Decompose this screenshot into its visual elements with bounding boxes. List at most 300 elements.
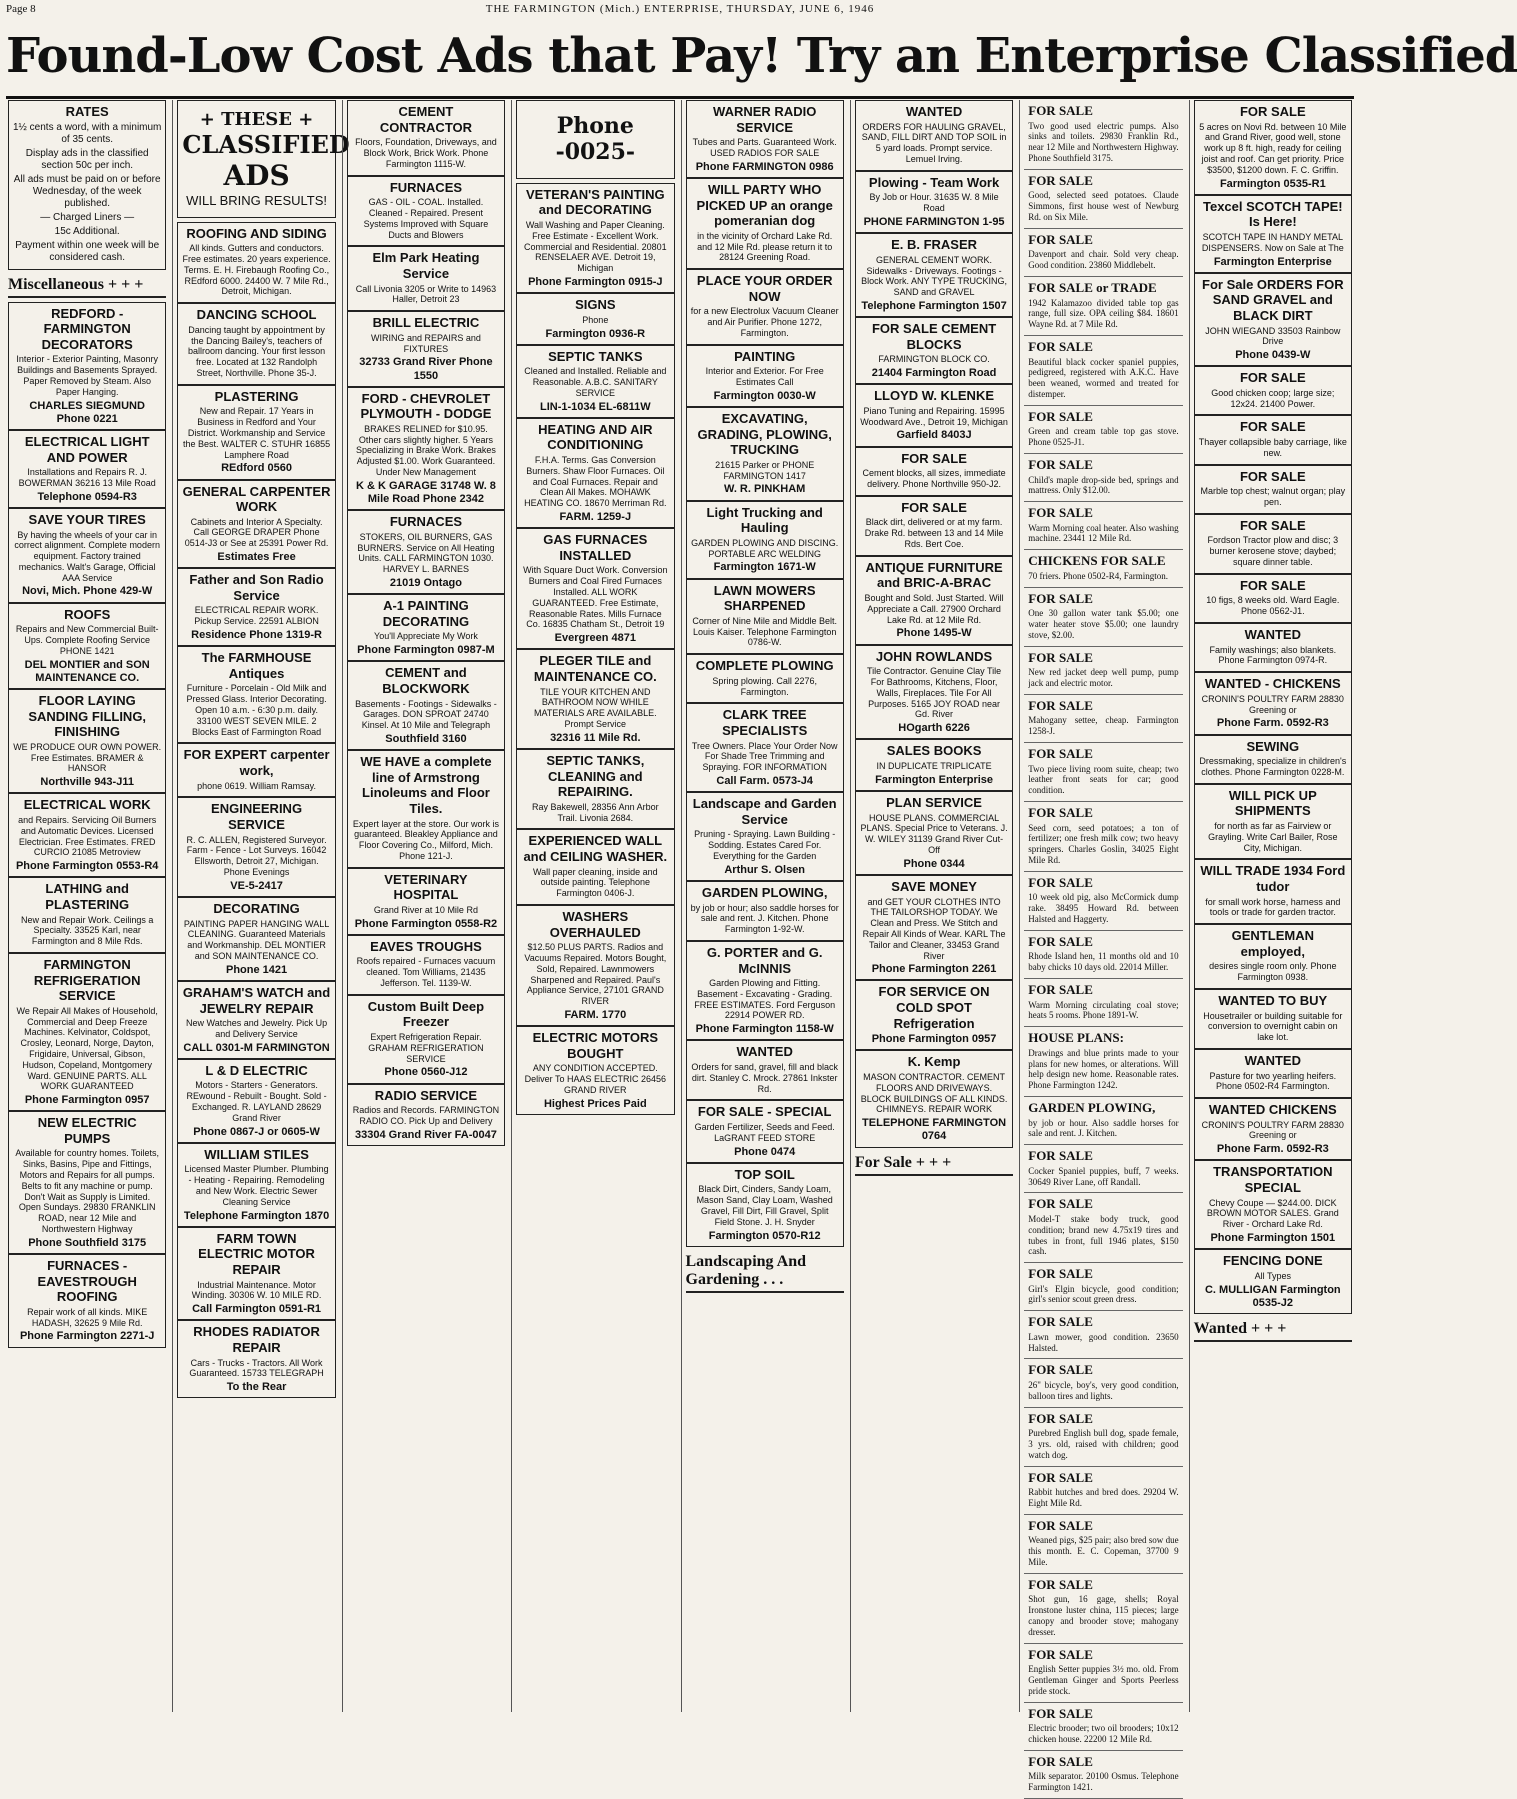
classified-ad xyxy=(1024,454,1182,502)
ad-title: Texcel SCOTCH TAPE! Is Here! xyxy=(1202,198,1343,230)
ad-contact: Phone 1495-W xyxy=(896,627,972,640)
ad-body: Black dirt, delivered or at my farm. Drake Rd. between 13 and 14 Mile Rds. Bert Coe. xyxy=(864,517,1004,550)
ad-contact: Telephone Farmington 1507 xyxy=(861,299,1007,312)
ad-title: RHODES RADIATOR REPAIR xyxy=(193,1324,320,1355)
ad-contact: Farmington 0570-R12 xyxy=(708,1229,821,1242)
ad-title: FOR SALE xyxy=(1028,697,1093,713)
ad-body: for a new Electrolux Vacuum Cleaner and Air Purifier. Phone 1272, Farmington. xyxy=(690,306,839,338)
ad-title: CEMENT CONTRACTOR xyxy=(379,104,473,135)
ad-body: Tile Contractor. Genuine Clay Tile For Bathrooms, Kitchens, Floor, Walls, Fireplaces. Tile For All Purposes. 5165 JOY ROAD near Gd. River xyxy=(866,666,1002,720)
classified-ad xyxy=(177,743,335,797)
ad-body: Warm Morning coal heater. Also washing machine. 23441 12 Mile Rd. xyxy=(1028,522,1179,544)
ad-title: FOR SALE xyxy=(1028,1646,1093,1662)
classified-ad xyxy=(347,246,505,311)
ad-contact: Phone 1421 xyxy=(225,963,288,976)
ad-body: Girl's Elgin bicycle, good condition; girl's senior scout green dress. xyxy=(1028,1283,1179,1305)
ad-contact: Evergreen 4871 xyxy=(554,632,636,645)
rates-box xyxy=(8,100,166,270)
ad-title: ELECTRICAL WORK xyxy=(23,797,151,813)
ad-body: in the vicinity of Orchard Lake Rd. and 12 Mile Rd. please return it to 28124 Greening Road. xyxy=(697,230,833,263)
section-for-sale: For Sale + + + xyxy=(855,1152,1013,1176)
ad-title: ROOFS xyxy=(64,606,111,622)
ad-title: FOR SALE xyxy=(1028,231,1093,247)
ad-title: FOR SALE xyxy=(1028,1410,1093,1426)
ad-title: FOR SALE xyxy=(1028,981,1093,997)
classified-ad xyxy=(1024,1644,1182,1703)
ad-title: ELECTRIC MOTORS BOUGHT xyxy=(532,1030,659,1061)
ad-body: desires single room only. Phone Farmington 0938. xyxy=(1209,961,1337,983)
ad-body: phone 0619. William Ramsay. xyxy=(197,780,316,791)
classified-ad xyxy=(855,556,1013,645)
classified-ad xyxy=(8,689,166,793)
ad-contact: Southfield 3160 xyxy=(385,732,467,745)
ad-contact: Phone 0867-J or 0605-W xyxy=(193,1125,320,1138)
ad-title: Custom Built Deep Freezer xyxy=(367,998,485,1030)
ad-body: Call Livonia 3205 or Write to 14963 Haller, Detroit 23 xyxy=(355,283,497,305)
ad-body: R. C. ALLEN, Registered Surveyor. Farm - Fence - Lot Surveys. 16042 Ellsworth, Detroit 27, Michigan. Phone Evenings xyxy=(186,834,327,877)
ad-title: FOR SALE xyxy=(1028,874,1093,890)
classified-ad xyxy=(516,345,674,418)
ad-list xyxy=(1194,100,1352,1314)
classified-ad xyxy=(1194,924,1352,989)
rates-line: 1½ cents a word, with a minimum of 35 cents. xyxy=(13,121,162,145)
ad-contact: LIN-1-1034 EL-6811W xyxy=(539,400,651,413)
ad-title: WANTED xyxy=(1244,627,1301,643)
ad-contact: DEL MONTIER and SON MAINTENANCE CO. xyxy=(24,658,150,684)
ad-body: FARMINGTON BLOCK CO. xyxy=(878,354,990,365)
ad-body: Lawn mower, good condition. 23650 Halsted. xyxy=(1028,1331,1179,1353)
ad-title: FOR SALE xyxy=(1028,590,1093,606)
classified-ad xyxy=(516,293,674,345)
rates-line: All ads must be paid on or before Wednesday, of the week published. xyxy=(13,173,161,209)
classified-ad xyxy=(686,792,844,881)
classified-columns xyxy=(8,100,1352,1793)
ad-title: FOR SALE xyxy=(1028,338,1093,354)
ad-title: SALES BOOKS xyxy=(886,743,982,759)
ad-list xyxy=(1024,100,1182,1799)
ad-title: WILL PARTY WHO PICKED UP an orange pomeranian dog xyxy=(696,181,833,229)
ad-title: FOR SALE xyxy=(1028,1314,1093,1330)
ad-title: A-1 PAINTING DECORATING xyxy=(382,598,470,629)
classified-ad xyxy=(1024,170,1182,229)
ad-title: FOR SALE xyxy=(1028,103,1093,118)
ad-body: Cabinets and Interior A Specialty. Call GEORGE DRAPER Phone 0514-J3 or See at 25391 Power Rd. xyxy=(184,516,329,549)
ad-body: Marble top chest; walnut organ; play pen. xyxy=(1200,486,1346,508)
classified-ad xyxy=(855,496,1013,556)
ad-contact: 33304 Grand River FA-0047 xyxy=(355,1128,497,1141)
classified-ad xyxy=(1194,415,1352,464)
ad-contact: Phone Farmington 1501 xyxy=(1210,1232,1336,1245)
ad-title: FOR SALE xyxy=(1239,517,1306,533)
ad-body: Weaned pigs, $25 pair; also bred sow due this month. E. C. Copeman, 37700 9 Mile. xyxy=(1028,1535,1179,1568)
classified-ad xyxy=(1194,366,1352,415)
classified-ad xyxy=(855,100,1013,171)
classified-ad xyxy=(686,100,844,178)
ad-body: Green and cream table top gas stove. Phone 0525-J1. xyxy=(1028,426,1179,448)
classified-ad xyxy=(1024,100,1182,170)
classified-ad xyxy=(855,447,1013,496)
ad-contact: Call Farmington 0591-R1 xyxy=(192,1303,322,1316)
classified-ad xyxy=(177,1227,335,1321)
ad-contact: VE-5-2417 xyxy=(230,879,283,892)
ad-body: Available for country homes. Toilets, Sinks, Basins, Pipe and Fittings, Motors and Repairs for all pumps. Belts to fit any machine or pump. Don't Wait as Supply is Limited. Open Sundays. 29830 FRANKLIN ROAD, near 12 Mile and Northwestern Highway xyxy=(15,1148,160,1235)
ad-title: LLOYD W. KLENKE xyxy=(874,388,994,404)
classified-ad xyxy=(1194,1249,1352,1314)
ad-title: ELECTRICAL LIGHT AND POWER xyxy=(24,433,150,465)
ad-title: VETERINARY HOSPITAL xyxy=(384,871,468,903)
ad-contact: Phone 0439-W xyxy=(1235,349,1311,362)
ad-title: EAVES TROUGHS xyxy=(370,938,482,954)
ad-title: FOR EXPERT carpenter work, xyxy=(183,747,330,778)
ad-body: 70 friers. Phone 0502-R4, Farmington. xyxy=(1028,570,1168,581)
ad-contact: Farmington Enterprise xyxy=(1213,255,1332,268)
classified-ad xyxy=(516,649,674,749)
ad-title: FORD - CHEVROLET PLYMOUTH - DODGE xyxy=(360,390,492,422)
classified-ad xyxy=(8,508,166,603)
ad-body: WE PRODUCE OUR OWN POWER. Free Estimates. BRAMER & HANSOR xyxy=(13,741,162,774)
classified-ad xyxy=(1194,859,1352,924)
ad-contact: Farmington 1671-W xyxy=(713,561,816,574)
ad-title: WANTED xyxy=(736,1044,793,1060)
classified-ad xyxy=(686,941,844,1041)
ad-body: You'll Appreciate My Work xyxy=(374,631,478,642)
ad-title: WILL TRADE 1934 Ford tudor xyxy=(1200,863,1346,894)
ad-title: GENERAL CARPENTER WORK xyxy=(182,483,331,515)
ad-body: STOKERS, OIL BURNERS, GAS BURNERS. Service on All Heating Units. CALL FARMINGTON 1030. HARVEY L. BARNES xyxy=(357,531,495,575)
ad-body: ANY CONDITION ACCEPTED. Deliver To HAAS ELECTRIC 26456 GRAND RIVER xyxy=(524,1063,667,1095)
ad-title: REDFORD - FARMINGTON DECORATORS xyxy=(41,305,133,352)
classified-ad xyxy=(177,303,335,385)
ad-body: Electric brooder; two oil brooders; 10x12 chicken house. 22200 12 Mile Rd. xyxy=(1028,1723,1179,1744)
phone-promo-number: -0025- xyxy=(555,139,636,166)
classified-ad xyxy=(347,594,505,661)
ad-title: Plowing - Team Work xyxy=(868,174,1000,190)
ad-body: by job or hour. Also saddle horses for sale and rent. J. Kitchen. xyxy=(1028,1117,1179,1139)
ad-contact: Phone Farmington 0987-M xyxy=(357,644,495,657)
ad-list xyxy=(177,222,335,1399)
ad-contact: Northville 943-J11 xyxy=(40,776,134,789)
ad-contact: PHONE FARMINGTON 1-95 xyxy=(863,215,1005,228)
classified-ad xyxy=(177,1143,335,1227)
column-6 xyxy=(850,100,1013,1712)
phone-promo-label: Phone xyxy=(556,113,634,139)
ad-body: Basements - Footings - Sidewalks - Garages. DON SPROAT 24740 Kinsel. At 10 Mile and Telegraph xyxy=(355,698,497,731)
classified-ad xyxy=(1024,1193,1182,1263)
ad-contact: Phone Farmington 0957 xyxy=(871,1033,997,1046)
rates-title: RATES xyxy=(65,104,109,119)
rates-line: Payment within one week will be considered cash. xyxy=(15,239,160,263)
ad-body: Furniture - Porcelain - Old Milk and Pressed Glass. Interior Decorating. Open 10 a.m. - 6:30 p.m. daily. 33100 WEST SEVEN MILE. 2 Blocks East of Farmington Road xyxy=(186,683,327,737)
ad-body: Phone xyxy=(582,314,609,325)
section-miscellaneous: Miscellaneous + + + xyxy=(8,274,166,298)
ad-list xyxy=(347,100,505,1146)
ad-title: FOR SALE xyxy=(1028,1266,1093,1282)
ad-body: Piano Tuning and Repairing. 15995 Woodward Ave., Detroit 19, Michigan xyxy=(860,405,1008,427)
ad-contact: Phone FARMINGTON 0986 xyxy=(695,160,834,173)
ad-body: F.H.A. Terms. Gas Conversion Burners. Shaw Floor Furnaces. Oil and Coal Furnaces. Repair and Clean All Makes. MOHAWK HEATING CO. 18670 Merriman Rd. xyxy=(524,455,667,509)
classified-ad xyxy=(177,897,335,981)
classified-ad xyxy=(1024,406,1182,454)
classified-ad xyxy=(8,793,166,877)
ad-body: Roofs repaired - Furnaces vacuum cleaned. Tom Williams, 21435 Jefferson. Tel. 1139-W. xyxy=(356,956,496,989)
ad-contact: Estimates Free xyxy=(217,551,296,564)
rates-line: Display ads in the classified section 50c per inch. xyxy=(25,147,149,171)
ad-body: Housetrailer or building suitable for conversion to overnight cabin on lake lot. xyxy=(1203,1010,1343,1043)
classified-ad xyxy=(177,981,335,1059)
page-headline: Found-Low Cost Ads that Pay! Try an Enterprise Classified xyxy=(6,28,1517,84)
ad-title: Father and Son Radio Service xyxy=(189,572,324,603)
ad-body: Drawings and blue prints made to your plans for new homes, or alterations. Will help design new home. Reasonable rates. Phone Farmington 1242. xyxy=(1028,1047,1179,1091)
ad-title: The FARMHOUSE Antiques xyxy=(201,650,312,681)
ad-body: Black Dirt, Cinders, Sandy Loam, Mason Sand, Clay Loam, Washed Gravel, Fill Dirt, Fill Gravel, Split Field Stone. J. H. Snyder xyxy=(696,1184,833,1227)
ad-body: Family washings; also blankets. Phone Farmington 0974-R. xyxy=(1209,644,1337,666)
classified-ad xyxy=(1024,1145,1182,1193)
classified-ad xyxy=(1194,672,1352,734)
ad-body: Dancing taught by appointment by the Dancing Bailey's, teachers of ballroom dancing. Your first lesson free. Located at 132 Randolph Street, Northville. Phone 35-J. xyxy=(188,324,326,378)
classified-ad xyxy=(516,418,674,528)
ad-title: FARMINGTON REFRIGERATION SERVICE xyxy=(33,956,141,1004)
ad-contact: K & K GARAGE 31748 W. 8 Mile Road Phone 2342 xyxy=(355,479,496,506)
ad-body: New Watches and Jewelry. Pick Up and Delivery Service xyxy=(186,1018,328,1039)
classified-ad xyxy=(1024,647,1182,695)
classified-ad xyxy=(177,480,335,569)
ad-title: FOR SALE xyxy=(1028,1148,1093,1164)
ad-body: Repair work of all kinds. MIKE HADASH, 32625 9 Mile Rd. xyxy=(27,1306,148,1328)
classified-ad xyxy=(1194,465,1352,514)
ad-title: FOR SALE xyxy=(1028,649,1093,665)
ad-body: Garden Plowing and Fitting. Basement - Excavating - Grading. FREE ESTIMATES. Ford Ferguson 22914 POWER RD. xyxy=(694,978,836,1021)
classified-ad xyxy=(177,1320,335,1398)
classified-ad xyxy=(1194,195,1352,273)
ad-body: Chevy Coupe — $244.00. DICK BROWN MOTOR SALES. Grand River - Orchard Lake Rd. xyxy=(1206,1197,1339,1230)
classified-ad xyxy=(516,749,674,829)
ad-title: FOR SALE - SPECIAL xyxy=(697,1104,832,1120)
classified-ad xyxy=(1194,574,1352,623)
classified-ad xyxy=(177,222,335,304)
ad-title: FURNACES xyxy=(389,514,463,530)
classified-ad xyxy=(8,430,166,508)
ad-body: GAS - OIL - COAL. Installed. Cleaned - Repaired. Present Systems Improved with Square Ducts and Blowers xyxy=(363,197,489,240)
ad-title: GRAHAM'S WATCH and JEWELRY REPAIR xyxy=(182,984,331,1016)
classified-ad xyxy=(1024,1467,1182,1515)
ad-body: Licensed Master Plumber. Plumbing - Heating - Repairing. Remodeling and New Work. Electric Sewer Cleaning Service xyxy=(184,1164,329,1207)
ad-contact: Phone Farm. 0592-R3 xyxy=(1216,1143,1329,1156)
ad-title: SEPTIC TANKS, CLEANING and REPAIRING. xyxy=(546,752,645,800)
ad-title: FOR SALE xyxy=(1239,370,1306,386)
ad-body: Floors, Foundation, Driveways, and Block Work, Brick Work. Phone Farmington 1115-W. xyxy=(355,137,497,169)
ad-title: FOR SALE xyxy=(1239,419,1306,435)
ad-contact: Telephone 0594-R3 xyxy=(37,490,137,503)
ad-title: SEPTIC TANKS xyxy=(548,348,643,364)
ad-contact: Phone Farm. 0592-R3 xyxy=(1216,717,1329,730)
ad-title: NEW ELECTRIC PUMPS xyxy=(37,1115,137,1146)
ad-body: and Repairs. Servicing Oil Burners and Automatic Devices. Licensed Electrician. Free Estimates. FRED CURCIO 21085 Metroview xyxy=(18,814,157,858)
ad-contact: FARM. 1259-J xyxy=(559,511,632,524)
ad-body: and GET YOUR CLOTHES INTO THE TAILORSHOP TODAY. We Clean and Press. We Stitch and Repair All Kinds of Wear. KARL The Tailor and Cleaner, 33453 Grand River xyxy=(862,896,1006,961)
column-7 xyxy=(1019,100,1182,1793)
ad-body: GARDEN PLOWING AND DISCING. PORTABLE ARC WELDING xyxy=(691,537,839,559)
column-3 xyxy=(342,100,505,1712)
ad-body: Cars - Trucks - Tractors. All Work Guaranteed. 15733 TELEGRAPH xyxy=(189,1357,324,1379)
ad-title: WILLIAM STILES xyxy=(204,1146,309,1162)
classified-ad xyxy=(1194,514,1352,574)
ad-title: CHICKENS FOR SALE xyxy=(1028,553,1166,569)
ad-title: BRILL ELECTRIC xyxy=(372,315,480,331)
classified-ad xyxy=(686,407,844,501)
ad-title: LATHING and PLASTERING xyxy=(45,881,130,912)
ad-title: COMPLETE PLOWING xyxy=(695,658,834,674)
ad-body: Expert layer at the store. Our work is guaranteed. Bleakley Appliance and Floor Covering Co., Milford, Mich. Phone 121-J. xyxy=(352,818,499,861)
ad-body: Pasture for two yearling heifers. Phone 0502-R4 Farmington. xyxy=(1209,1070,1337,1092)
ad-title: Elm Park Heating Service xyxy=(372,250,480,281)
classified-ad xyxy=(347,387,505,511)
ad-body: MASON CONTRACTOR. CEMENT FLOORS AND DRIVEWAYS. BLOCK BUILDINGS OF ALL KINDS. CHIMNEYS. REPAIR WORK xyxy=(860,1072,1008,1115)
classified-ad xyxy=(1024,1097,1182,1145)
ad-body: Fordson Tractor plow and disc; 3 burner kerosene stove; daybed; square dinner table. xyxy=(1207,535,1339,568)
ad-body: Good, selected seed potatoes. Claude Simmons, first house west of Newburg Rd. on Six Mile. xyxy=(1028,190,1179,222)
ad-contact: 32733 Grand River Phone 1550 xyxy=(359,356,493,382)
ad-body: Interior - Exterior Painting, Masonry Buildings and Basements Sprayed. Paper Removed by Steam. Also Paper Hanging. xyxy=(16,354,158,397)
ad-title: WANTED - CHICKENS xyxy=(1204,676,1341,692)
ad-contact: Farmington 0936-R xyxy=(545,327,646,340)
ad-title: FOR SALE xyxy=(1028,933,1093,949)
headline-rule xyxy=(6,96,1354,99)
ad-body: Seed corn, seed potatoes; a ton of fertilizer; one fresh milk cow; two heavy springers. Charles Goslin, 34025 Eight Mile Rd. xyxy=(1028,822,1179,865)
ad-title: FOR SALE xyxy=(901,499,967,515)
ad-title: EXCAVATING, GRADING, PLOWING, TRUCKING xyxy=(697,411,832,458)
ad-title: TOP SOIL xyxy=(734,1166,795,1182)
classified-ad xyxy=(1024,1574,1182,1644)
ad-body: Ray Bakewell, 28356 Ann Arbor Trail. Livonia 2684. xyxy=(532,801,659,823)
classified-ad xyxy=(855,791,1013,875)
ad-body: Two piece living room suite, cheap; two leather front seats for car; good condition. xyxy=(1028,763,1179,796)
classified-ad xyxy=(1194,273,1352,367)
ad-title: FOR SALE or TRADE xyxy=(1028,279,1157,295)
ad-body: SCOTCH TAPE IN HANDY METAL DISPENSERS. Now on Sale at The xyxy=(1201,231,1344,253)
ad-body: Davenport and chair. Sold very cheap. Good condition. 23860 Middlebelt. xyxy=(1028,249,1179,271)
ad-title: FOR SALE xyxy=(901,450,967,466)
classified-ad xyxy=(1194,1049,1352,1098)
ad-contact: Call Farm. 0573-J4 xyxy=(716,774,813,787)
classified-ad xyxy=(347,935,505,995)
ad-title: SIGNS xyxy=(575,297,616,313)
classified-ad xyxy=(1024,1263,1182,1311)
ad-title: ENGINEERING SERVICE xyxy=(211,801,303,832)
classified-ad xyxy=(1194,784,1352,860)
ad-body: Wall Washing and Paper Cleaning. Free Estimate - Excellent Work. Commercial and Residential. 20801 RENSELAER AVE. Detroit 19, Michigan xyxy=(524,219,667,274)
ad-body: Radios and Records. FARMINGTON RADIO CO. Pick Up and Delivery xyxy=(352,1105,500,1127)
classified-ad xyxy=(1194,1098,1352,1160)
ad-contact: Farmington 0030-W xyxy=(713,389,816,402)
ad-title: FOR SALE xyxy=(1028,172,1093,188)
ad-body: Bought and Sold. Just Started. Will Appreciate a Call. 27900 Orchard Lake Rd. at 12 Mile Rd. xyxy=(864,593,1004,625)
ad-contact: HOgarth 6226 xyxy=(898,722,970,735)
ad-contact: 21404 Farmington Road xyxy=(871,367,997,380)
ad-title: GAS FURNACES INSTALLED xyxy=(543,532,648,563)
ad-contact: To the Rear xyxy=(226,1381,287,1394)
classified-ad xyxy=(8,302,166,430)
ad-contact: TELEPHONE FARMINGTON 0764 xyxy=(862,1117,1007,1143)
ad-body: Interior and Exterior. For Free Estimates Call xyxy=(705,366,824,388)
classified-ad xyxy=(347,868,505,935)
ad-contact: REdford 0560 xyxy=(221,462,293,475)
ad-list xyxy=(516,183,674,1115)
classified-ad xyxy=(1024,1751,1182,1799)
ad-body: Wall paper cleaning, inside and outside painting. Telephone Farmington 0406-J. xyxy=(532,866,658,899)
classified-ad xyxy=(1024,1515,1182,1574)
promo-these: + THESE + xyxy=(199,109,314,130)
ad-title: WILL PICK UP SHIPMENTS xyxy=(1228,787,1317,819)
ad-title: VETERAN'S PAINTING and DECORATING xyxy=(525,186,665,218)
ad-body: Spring plowing. Call 2276, Farmington. xyxy=(712,675,817,697)
ad-contact: Residence Phone 1319-R xyxy=(191,629,322,642)
ad-contact: 21019 Ontago xyxy=(389,577,462,590)
ad-body: Cleaned and Installed. Reliable and Reasonable. A.B.C. SANITARY SERVICE xyxy=(524,366,667,398)
column-2 xyxy=(172,100,350,1712)
classified-ad xyxy=(1024,588,1182,647)
ad-contact: CHARLES SIEGMUND Phone 0221 xyxy=(29,399,145,425)
classified-ad xyxy=(347,661,505,750)
column-1 xyxy=(8,100,166,1712)
ad-contact: FARM. 1770 xyxy=(564,1008,627,1021)
classified-ad xyxy=(855,645,1013,740)
ad-body: Milk separator. 20100 Osmus. Telephone Farmington 1421. xyxy=(1028,1771,1179,1793)
ad-body: 1942 Kalamazoo divided table top gas range, full size. OPA ceiling $84. 18601 Wayne Rd. at 7 Mile Rd. xyxy=(1028,297,1179,330)
classified-ad xyxy=(347,176,505,247)
ad-title: ANTIQUE FURNITURE and BRIC-A-BRAC xyxy=(865,559,1003,591)
ad-body: New and Repair Work. Ceilings a Specialty. 33525 Karl, near Farmington and 8 Mile Rds. xyxy=(20,914,154,947)
ad-body: Installations and Repairs R. J. BOWERMAN 36216 13 Mile Road xyxy=(18,467,156,488)
ad-body: Grand River at 10 Mile Rd xyxy=(373,904,478,915)
ad-body: Cocker Spaniel puppies, buff, 7 weeks. 30649 River Lane, off Randall. xyxy=(1028,1165,1179,1187)
ad-body: for north as far as Fairview or Grayling. Write Carl Bailer, Rose City, Michigan. xyxy=(1208,820,1338,853)
classified-ad xyxy=(855,384,1013,446)
ad-contact: Phone 0560-J12 xyxy=(384,1066,468,1079)
ad-title: PLACE YOUR ORDER NOW xyxy=(696,273,833,304)
ad-contact: Phone Farmington 1158-W xyxy=(695,1023,834,1036)
ad-contact: Highest Prices Paid xyxy=(543,1097,647,1110)
ad-title: FURNACES - EAVESTROUGH ROOFING xyxy=(37,1258,137,1305)
ad-body: for small work horse, harness and tools or trade for garden tractor. xyxy=(1205,896,1341,918)
ad-title: FOR SALE xyxy=(1028,1196,1093,1212)
ad-body: Industrial Maintenance. Motor Winding. 30306 W. 10 MILE RD. xyxy=(191,1279,322,1301)
ad-title: FOR SALE xyxy=(1028,456,1093,472)
ad-body: by job or hour; also saddle horses for sale and rent. J. Kitchen. Phone Farmington 1-92-W. xyxy=(690,902,839,935)
ad-title: SAVE MONEY xyxy=(891,878,977,894)
ad-title: FOR SALE xyxy=(1028,1517,1093,1533)
classified-ad xyxy=(855,1050,1013,1147)
ad-body: With Square Duct Work. Conversion Burners and Coal Fired Furnaces Installed. ALL WORK GUARANTEED. Free Estimate, Reasonable Rates. Mills Furnace Co. 16835 Chatham St., Detroit 19 xyxy=(523,565,668,630)
ad-title: FOR SALE xyxy=(1239,577,1306,593)
ad-title: PLEGER TILE and MAINTENANCE CO. xyxy=(533,653,657,684)
ad-body: Dressmaking, specialize in children's clothes. Phone Farmington 0228-M. xyxy=(1199,756,1347,777)
ad-contact: Phone Farmington 2271-J xyxy=(19,1330,155,1343)
classified-ad xyxy=(686,881,844,941)
ad-body: Expert Refrigeration Repair. GRAHAM REFRIGERATION SERVICE xyxy=(368,1032,484,1064)
ad-body: Tree Owners. Place Your Order Now For Shade Tree Trimming and Spraying. FOR INFORMATION xyxy=(691,740,838,773)
classified-ad xyxy=(347,1084,505,1146)
classified-ad xyxy=(1024,229,1182,277)
classified-ad xyxy=(347,750,505,868)
ad-title: E. B. FRASER xyxy=(891,237,978,253)
ad-title: CEMENT and BLOCKWORK xyxy=(382,665,470,696)
classified-ad xyxy=(686,1163,844,1247)
classified-ad xyxy=(686,345,844,407)
ad-title: GARDEN PLOWING, xyxy=(701,884,828,900)
ad-title: FOR SALE xyxy=(1028,1753,1093,1769)
classified-ad xyxy=(686,654,844,703)
classified-ad xyxy=(516,829,674,905)
